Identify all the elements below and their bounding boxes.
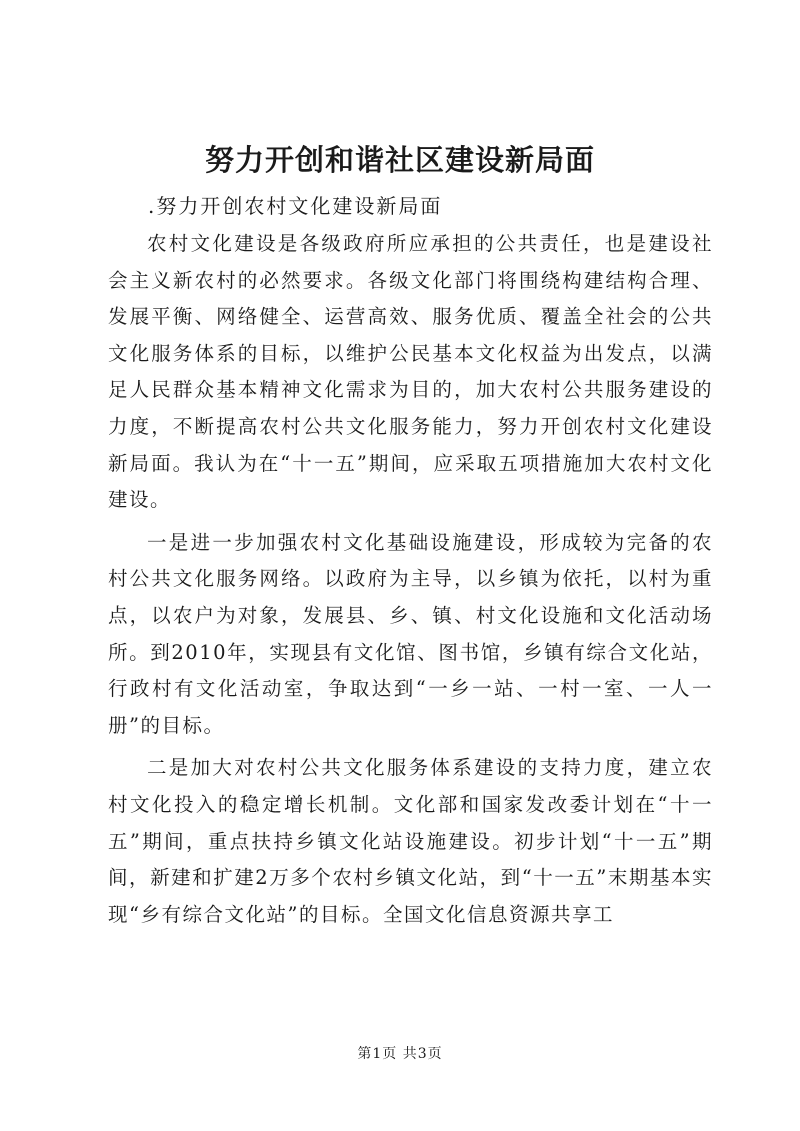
document-title: 努力开创和谐社区建设新局面 bbox=[204, 143, 595, 177]
document-subtitle: .努力开创农村文化建设新局面 bbox=[148, 194, 443, 218]
paragraph-intro: 农村文化建设是各级政府所应承担的公共责任，也是建设社会主义新农村的必然要求。各级文化部门将围绕构建结构合理、发展平衡、网络健全、运营高效、服务优质、覆盖全社会的公共文化服务体系的目标，以维护公民基本文化权益为出发点，以满足人民群众基本精神文化需求为目的，加大农村公共服务建设的力度，不断提高农村公共文化服务能力，努力开创农村文化建设新局面。我认为在“十一五”期间，应采取五项措施加大农村文化建设。 bbox=[108, 232, 713, 512]
document-body bbox=[108, 226, 713, 939]
paragraph-measure-two: 二是加大对农村公共文化服务体系建设的支持力度，建立农村文化投入的稳定增长机制。文化部和国家发改委计划在“十一五”期间，重点扶持乡镇文化站设施建设。初步计划“十一五”期间，新建和扩建2万多个农村乡镇文化站，到“十一五”末期基本实现“乡有综合文化站”的目标。全国文化信息资源共享工 bbox=[108, 756, 713, 926]
page-footer: 第1页 共3页 bbox=[357, 1046, 443, 1062]
paragraph-measure-one: 一是进一步加强农村文化基础设施建设，形成较为完备的农村公共文化服务网络。以政府为主导，以乡镇为依托，以村为重点，以农户为对象，发展县、乡、镇、村文化设施和文化活动场所。到2010年，实现县有文化馆、图书馆，乡镇有综合文化站，行政村有文化活动室，争取达到“一乡一站、一村一室、一人一册”的目标。 bbox=[108, 530, 713, 737]
